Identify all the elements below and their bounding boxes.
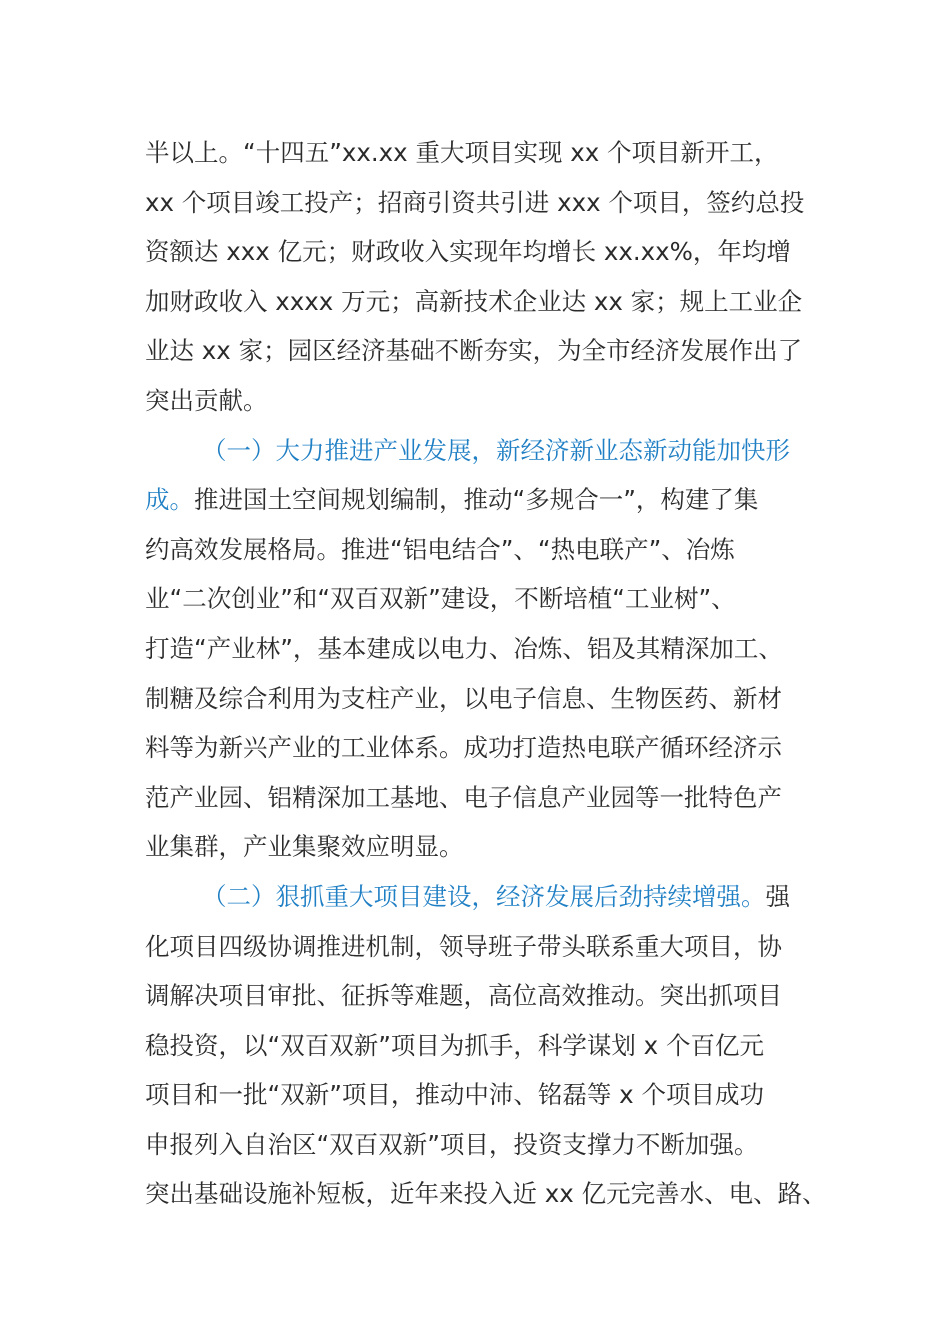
- section-two-line: 调解决项目审批、征拆等难题，高位高效推动。突出抓项目: [145, 981, 782, 1011]
- intro-line: 加财政收入 xxxx 万元；高新技术企业达 xx 家；规上工业企: [145, 286, 803, 316]
- section-two-line: 项目和一批“双新”项目，推动中沛、铭磊等 x 个项目成功: [145, 1080, 764, 1110]
- intro-line: 突出贡献。: [145, 385, 268, 415]
- section-one-heading-end: 成。: [145, 485, 194, 515]
- section-two-line: 突出基础设施补短板，近年来投入近 xx 亿元完善水、电、路、: [145, 1179, 827, 1209]
- section-two-heading-line: [145, 872, 805, 922]
- section-two-line: 化项目四级协调推进机制，领导班子带头联系重大项目，协: [145, 931, 782, 961]
- intro-line: 资额达 xxx 亿元；财政收入实现年均增长 xx.xx%，年均增: [145, 237, 791, 267]
- section-one-line: 约高效发展格局。推进“铝电结合”、“热电联产”、冶炼: [145, 534, 735, 564]
- section-two-heading-rest: 强: [765, 881, 790, 911]
- intro-line: 业达 xx 家；园区经济基础不断夯实，为全市经济发展作出了: [145, 336, 803, 366]
- section-one-line: 范产业园、铝精深加工基地、电子信息产业园等一批特色产: [145, 782, 782, 812]
- section-one-line: 业集群，产业集聚效应明显。: [145, 832, 464, 862]
- section-one-line: 业“二次创业”和“双百双新”建设，不断培植“工业树”、: [145, 584, 736, 614]
- section-one-heading: （一）大力推进产业发展，新经济新业态新动能加快形: [202, 435, 790, 465]
- intro-line: 半以上。“十四五”xx.xx 重大项目实现 xx 个项目新开工，: [145, 138, 779, 167]
- section-one-line-rest: 推进国土空间规划编制，推动“多规合一”，构建了集: [194, 485, 759, 515]
- section-two-heading: （二）狠抓重大项目建设，经济发展后劲持续增强。: [202, 881, 766, 911]
- section-one-line: 料等为新兴产业的工业体系。成功打造热电联产循环经济示: [145, 733, 782, 763]
- intro-line: xx 个项目竣工投产；招商引资共引进 xxx 个项目，签约总投: [145, 187, 805, 217]
- section-one-line: [145, 475, 805, 525]
- section-two-line: 稳投资，以“双百双新”项目为抓手，科学谋划 x 个百亿元: [145, 1030, 764, 1060]
- section-one-line: 制糖及综合利用为支柱产业，以电子信息、生物医药、新材: [145, 683, 782, 713]
- body-text: [145, 128, 827, 1219]
- section-one-line: 打造“产业林”，基本建成以电力、冶炼、铝及其精深加工、: [145, 633, 783, 663]
- section-two-line: 申报列入自治区“双百双新”项目，投资支撑力不断加强。: [145, 1129, 759, 1159]
